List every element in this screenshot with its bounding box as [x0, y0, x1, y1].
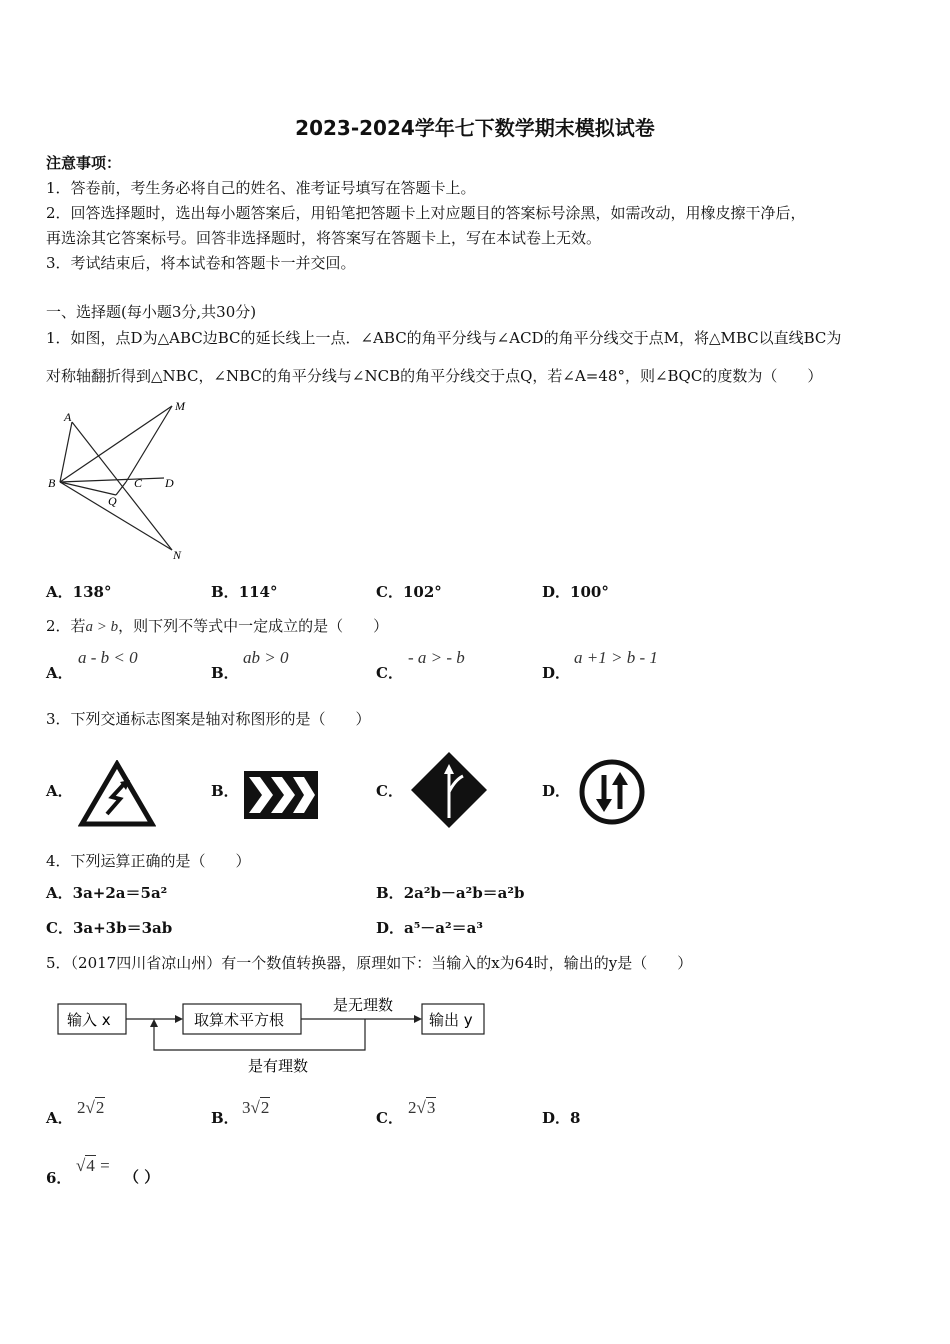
- label-b: B: [48, 476, 56, 490]
- label-m: M: [175, 399, 185, 413]
- question-5-stem: 5．（2017四川省凉山州）有一个数值转换器，原理如下：当输入的x为64时，输出的y是（ ）: [46, 954, 693, 972]
- radicand: 2: [95, 1098, 105, 1117]
- option-value: 138°: [72, 583, 112, 601]
- stem-math: a > b: [85, 619, 119, 635]
- option-label: D．: [542, 583, 571, 601]
- question-6-answer-blank[interactable]: （ ）: [124, 1168, 160, 1186]
- merge-diamond-sign-icon: [409, 750, 489, 830]
- q5-option-c-label[interactable]: C．: [376, 1109, 403, 1127]
- option-value: a⁵－a²＝a³: [404, 919, 483, 937]
- q2-option-b-label[interactable]: B．: [211, 664, 239, 682]
- radicand: 3: [426, 1098, 436, 1117]
- q2-option-d-label[interactable]: D．: [542, 664, 571, 682]
- radicand: 4: [86, 1156, 95, 1175]
- q1-option-c[interactable]: [376, 581, 442, 602]
- question-6-number: 6．: [46, 1169, 72, 1187]
- q5-option-d[interactable]: [542, 1107, 580, 1128]
- label-q: Q: [108, 494, 117, 508]
- q3-option-a-label[interactable]: A．: [46, 782, 73, 800]
- flow-output-label: 输出 y: [429, 1011, 473, 1029]
- option-value: 3a+2a＝5a²: [72, 884, 168, 902]
- option-label: D．: [542, 1109, 571, 1127]
- q5-option-b-label[interactable]: B．: [211, 1109, 239, 1127]
- coefficient: 2: [77, 1098, 86, 1117]
- q5-option-a-value: 2√2: [77, 1098, 105, 1117]
- option-value: 102°: [402, 583, 442, 601]
- segment-bd: [60, 478, 164, 482]
- segment-bn: [60, 482, 172, 550]
- radicand: 2: [260, 1098, 270, 1117]
- q1-option-b[interactable]: [211, 581, 278, 602]
- q2-option-d-value: a +1 > b - 1: [574, 648, 658, 667]
- question-1-stem: 1．如图，点D为△ABC边BC的延长线上一点．∠ABC的角平分线与∠ACD的角平分线交于点M，将△MBC以直线BC为: [46, 329, 842, 347]
- two-way-arrows-sign-icon: [578, 758, 646, 826]
- option-label: A．: [46, 884, 73, 902]
- q4-option-b[interactable]: [376, 882, 524, 903]
- stem-text: 2．若: [46, 617, 86, 635]
- segment-cm: [126, 406, 172, 482]
- option-label: B．: [376, 884, 404, 902]
- label-c: C: [134, 476, 143, 490]
- option-label: A．: [46, 583, 73, 601]
- notice-item: 再选涂其它答案标号。回答非选择题时，将答案写在答题卡上，写在本试卷上无效。: [46, 229, 602, 247]
- q5-option-c-value: 2√3: [408, 1098, 436, 1117]
- question-2-stem: [46, 615, 388, 636]
- label-d: D: [165, 476, 174, 490]
- option-label: B．: [211, 583, 239, 601]
- q5-flowchart: [56, 990, 496, 1078]
- q1-option-d[interactable]: [542, 581, 609, 602]
- flow-irrational-label: 是无理数: [333, 996, 394, 1014]
- question-6-expression: √4 =: [76, 1156, 110, 1175]
- option-value: 114°: [238, 583, 278, 601]
- section-heading: 一、选择题(每小题3分,共30分): [46, 303, 257, 321]
- q2-option-c-value: - a > - b: [408, 648, 465, 667]
- coefficient: 3: [242, 1098, 251, 1117]
- page-title: 2023-2024学年七下数学期末模拟试卷: [295, 116, 655, 140]
- segment-ba: [60, 422, 72, 482]
- curve-warning-sign-icon: [78, 760, 156, 828]
- q3-option-d-label[interactable]: D．: [542, 782, 571, 800]
- q5-option-a-label[interactable]: A．: [46, 1109, 73, 1127]
- label-a: A: [64, 410, 72, 424]
- notice-item: 3．考试结束后，将本试卷和答题卡一并交回。: [46, 254, 356, 272]
- option-value: 8: [570, 1109, 581, 1127]
- q2-option-b-value: ab > 0: [243, 648, 289, 667]
- option-label: C．: [376, 583, 403, 601]
- q3-option-c-label[interactable]: C．: [376, 782, 403, 800]
- option-label: C．: [46, 919, 73, 937]
- q2-option-a-value: a - b < 0: [78, 648, 138, 667]
- flow-rational-label: 是有理数: [248, 1057, 309, 1075]
- coefficient: 2: [408, 1098, 417, 1117]
- q1-option-a[interactable]: [46, 581, 111, 602]
- q2-option-c-label[interactable]: C．: [376, 664, 403, 682]
- chevron-sign-icon: [244, 771, 318, 819]
- segment-bm: [60, 406, 172, 482]
- equals-sign: =: [100, 1156, 110, 1175]
- question-1-stem-cont: 对称轴翻折得到△NBC，∠NBC的角平分线与∠NCB的角平分线交于点Q，若∠A=48°，则∠BQC的度数为（ ）: [46, 367, 823, 385]
- q5-option-b-value: 3√2: [242, 1098, 270, 1117]
- option-label: D．: [376, 919, 405, 937]
- flow-input-label: 输入 x: [67, 1011, 111, 1029]
- notice-item: 1．答卷前，考生务必将自己的姓名、准考证号填写在答题卡上。: [46, 179, 476, 197]
- notice-item: 2．回答选择题时，选出每小题答案后，用铅笔把答题卡上对应题目的答案标号涂黑，如需改动，用橡皮擦干净后，: [46, 204, 806, 222]
- q4-option-d[interactable]: [376, 917, 483, 938]
- question-4-stem: 4．下列运算正确的是（ ）: [46, 852, 251, 870]
- q3-option-b-label[interactable]: B．: [211, 782, 239, 800]
- q2-option-a-label[interactable]: A．: [46, 664, 73, 682]
- segment-an: [72, 422, 172, 550]
- stem-text: ，则下列不等式中一定成立的是（ ）: [118, 617, 389, 635]
- label-n: N: [173, 548, 182, 562]
- notice-heading: 注意事项：: [46, 154, 122, 172]
- question-3-stem: 3．下列交通标志图案是轴对称图形的是（ ）: [46, 710, 371, 728]
- q4-option-c[interactable]: [46, 917, 172, 938]
- option-value: 3a+3b＝3ab: [72, 919, 173, 937]
- q4-option-a[interactable]: [46, 882, 167, 903]
- flow-process-label: 取算术平方根: [194, 1011, 285, 1029]
- option-value: 2a²b－a²b＝a²b: [403, 884, 525, 902]
- question-1-figure: [44, 398, 194, 566]
- option-value: 100°: [570, 583, 609, 601]
